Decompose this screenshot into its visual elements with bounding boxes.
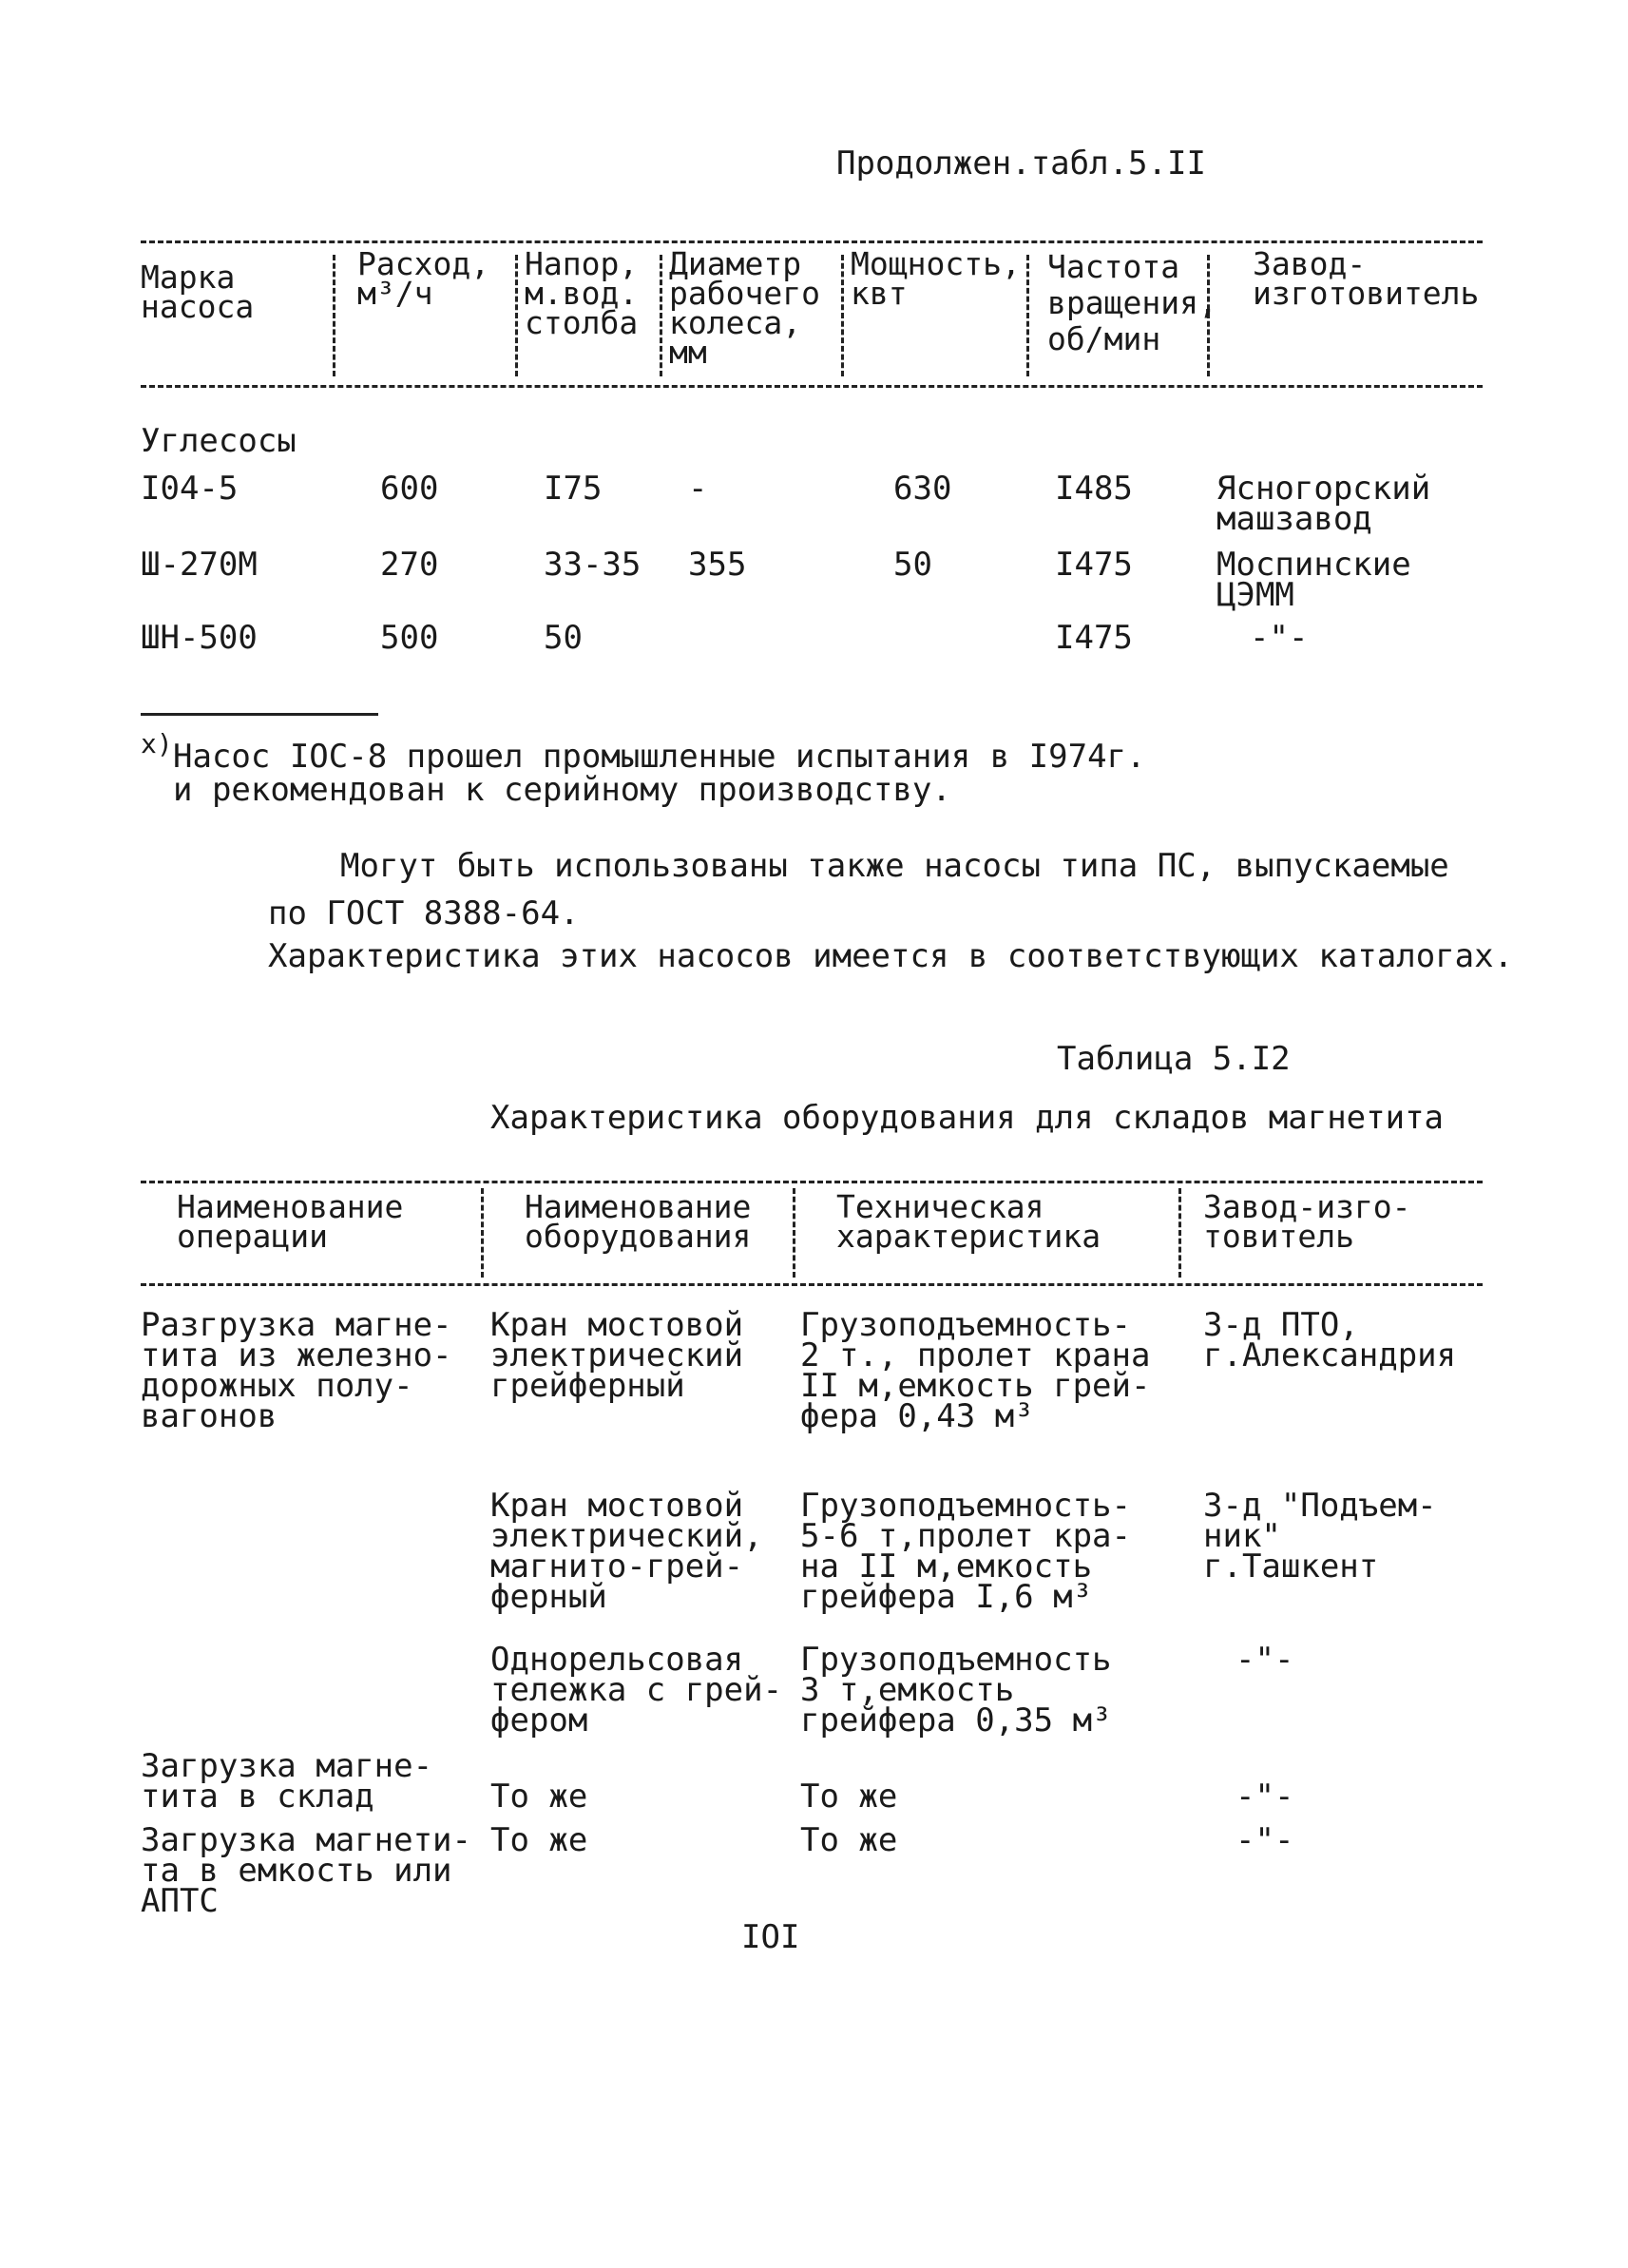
table1-header-head: Напор, м.вод. столба: [525, 245, 639, 341]
table2-top-rule: [141, 1181, 1483, 1183]
table2-cell: -"-: [1235, 1821, 1294, 1859]
footnote-rule: [141, 713, 378, 716]
table2-cell: То же: [490, 1778, 588, 1816]
table2-cell: З-д "Подъем- ник" г.Ташкент: [1203, 1487, 1437, 1586]
footnote-marker: х): [141, 728, 173, 759]
table1-header-power: Мощность, квт: [851, 245, 1021, 312]
table1-cell: Моспинские ЦЭММ: [1216, 546, 1411, 614]
table2-header-rule: [141, 1283, 1483, 1286]
table1-col-sep: [333, 255, 335, 376]
table2-header-specs: Техническая характеристика: [836, 1188, 1101, 1255]
table1-cell: 355: [688, 546, 747, 584]
table2-col-sep: [1178, 1188, 1181, 1278]
table1-cell: Ш-270М: [141, 546, 258, 584]
table1-group-label: Углесосы: [141, 422, 297, 460]
table1-header-rule: [141, 385, 1483, 388]
table1-cell: 50: [544, 619, 583, 657]
table1-cell: -"-: [1250, 619, 1309, 657]
table2-header-manufacturer: Завод-изго- товитель: [1203, 1188, 1411, 1255]
table2-cell: -"-: [1235, 1778, 1294, 1816]
table2-cell: То же: [490, 1821, 588, 1859]
table2-cell: Кран мостовой электрический грейферный: [490, 1306, 744, 1405]
table1-cell: I475: [1055, 619, 1133, 657]
table2-cell: З-д ПТО, г.Александрия: [1203, 1306, 1457, 1374]
table2-cell: Разгрузка магне- тита из железно- дорожных полу- вагонов: [141, 1306, 452, 1435]
table1-cell: -: [688, 470, 708, 508]
table1-cell: 600: [380, 470, 439, 508]
page-number: IOI: [741, 1918, 800, 1956]
table1-col-sep: [660, 255, 662, 376]
table2-cell: Загрузка магне- тита в склад: [141, 1747, 433, 1816]
table1-header-rotation-speed: Частота вращения, об/мин: [1047, 248, 1217, 357]
table2-cell: Грузоподъемность- 2 т., пролет крана II м,емкость грей- фера 0,43 м³: [800, 1306, 1151, 1435]
table1-cell: 33-35: [544, 546, 642, 584]
paragraph-line2: по ГОСТ 8388-64.: [268, 894, 580, 932]
table2-header-operation: Наименование операции: [177, 1188, 404, 1255]
table2-cell: То же: [800, 1778, 898, 1816]
paragraph-line3: Характеристика этих насосов имеется в соответствующих каталогах.: [268, 937, 1514, 975]
table1-col-sep: [841, 255, 844, 376]
table2-cell: Грузоподъемность- 5-6 т,пролет кра- на II м,емкость грейфера I,6 м³: [800, 1487, 1131, 1616]
table2-title: Характеристика оборудования для складов магнетита: [490, 1099, 1445, 1137]
table1-header-manufacturer: Завод- изготовитель: [1253, 245, 1480, 312]
table1-header-flow: Расход, м³/ч: [357, 245, 490, 312]
table2-header-equipment: Наименование оборудования: [525, 1188, 752, 1255]
table1-top-rule: [141, 240, 1483, 243]
table2-cell: Загрузка магнети- та в емкость или АПТС: [141, 1821, 471, 1920]
table1-cell: I75: [544, 470, 603, 508]
table1-cell: 500: [380, 619, 439, 657]
table2-col-sep: [481, 1188, 484, 1278]
table1-cell: 270: [380, 546, 439, 584]
table1-header-impeller-diameter: Диаметр рабочего колеса, мм: [669, 245, 820, 371]
table2-label: Таблица 5.I2: [1057, 1040, 1291, 1078]
table2-col-sep: [793, 1188, 795, 1278]
table2-cell: Однорельсовая тележка с грей- фером: [490, 1641, 783, 1739]
table1-cell: 50: [893, 546, 932, 584]
footnote-line2: и рекомендован к серийному производству.: [173, 771, 951, 809]
table1-cell: I475: [1055, 546, 1133, 584]
table1-col-sep: [1026, 255, 1029, 376]
footnote-line1: Насос IОС-8 прошел промышленные испытания в I974г.: [173, 738, 1146, 776]
paragraph-line1: Могут быть использованы также насосы типа ПС, выпускаемые: [340, 847, 1449, 885]
table1-cell: ШН-500: [141, 619, 258, 657]
table1-col-sep: [515, 255, 518, 376]
table2-cell: То же: [800, 1821, 898, 1859]
table1-cell: I485: [1055, 470, 1133, 508]
table1-cell: Ясногорский машзавод: [1216, 470, 1431, 538]
table1-cell: I04-5: [141, 470, 239, 508]
table2-cell: -"-: [1235, 1641, 1294, 1679]
table2-cell: Кран мостовой электрический, магнито-грей- ферный: [490, 1487, 763, 1616]
table2-cell: Грузоподъемность 3 т,емкость грейфера 0,35 м³: [800, 1641, 1112, 1739]
table1-cell: 630: [893, 470, 952, 508]
continuation-title: Продолжен.табл.5.II: [836, 144, 1206, 183]
table1-header-pump-mark: Марка насоса: [141, 259, 255, 325]
